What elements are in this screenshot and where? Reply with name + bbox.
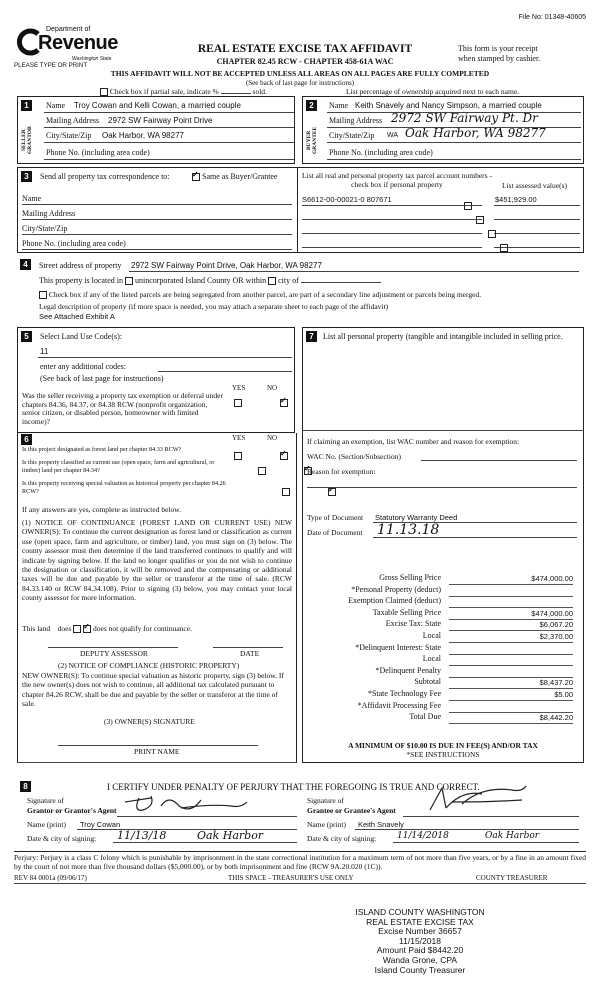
assessed-value[interactable]: $451,929.00	[495, 195, 537, 204]
doc-date-label: Date of Document	[307, 528, 363, 537]
grantee-phone-label: Phone No. (including area code)	[329, 148, 433, 157]
grantee-city[interactable]: Oak Harbor	[485, 831, 540, 841]
same-as-grantee	[192, 172, 278, 181]
grantee-city[interactable]: Oak Harbor, WA 98277	[405, 126, 546, 140]
file-number: File No: 01348-40605	[518, 14, 586, 21]
s3-city-label: City/State/Zip	[22, 224, 68, 233]
section-6	[17, 433, 297, 763]
warning-line: THIS AFFIDAVIT WILL NOT BE ACCEPTED UNLESS ALL AREAS ON ALL PAGES ARE FULLY COMPLETED	[110, 69, 490, 78]
fee-label: *Delinquent Interest: State	[355, 642, 441, 652]
parcel-3-personal-checkbox[interactable]	[488, 230, 496, 238]
list-percentage: List percentage of ownership acquired next to each name.	[346, 87, 520, 96]
parcel-4-personal-checkbox[interactable]	[500, 244, 508, 252]
segregation-checkbox[interactable]	[39, 291, 47, 299]
stamp-line-7: Island County Treasurer	[374, 964, 466, 975]
fee-row	[303, 701, 583, 712]
segregation-row	[39, 290, 584, 299]
dept-state: Washington State	[72, 56, 112, 62]
grantee-signature[interactable]	[422, 780, 532, 816]
legal-description-label: Legal description of property (if more space is needed, you may attach a separate sheet to each page of the affidavit)	[39, 302, 389, 311]
send-label: Send all property tax correspondence to:	[40, 172, 170, 181]
fee-value[interactable]	[449, 702, 573, 713]
section-3	[17, 167, 584, 253]
grantor-name-print-label: Name (print)	[27, 820, 66, 829]
parcel-1-personal-checkbox[interactable]	[464, 202, 472, 210]
exemption-no-checkbox[interactable]	[280, 399, 288, 407]
s5-no-header: NO	[267, 384, 278, 392]
wac-label: WAC No. (Section/Subsection)	[307, 452, 401, 461]
parcel-number[interactable]: S6612-00-00021-0 807671	[302, 195, 392, 204]
grantee-mail-label: Mailing Address	[329, 116, 383, 125]
grantor-section	[17, 96, 295, 164]
grantee-name-print[interactable]: Keith Snavely	[358, 820, 404, 829]
city-checkbox[interactable]	[268, 277, 276, 285]
dept-main: Revenue	[38, 32, 118, 54]
fee-label: *State Technology Fee	[367, 689, 441, 698]
fee-label: *Affidavit Processing Fee	[357, 700, 441, 710]
street-label: Street address of property	[39, 261, 122, 270]
assessed-header: List assessed value(s)	[502, 181, 567, 190]
fee-value[interactable]: $5.00	[449, 690, 573, 701]
sold-label: sold.	[252, 87, 267, 96]
stamp-line-1: ISLAND COUNTY WASHINGTON	[355, 907, 485, 917]
minimum-due: A MINIMUM OF $10.00 IS DUE IN FEE(S) AND/OR TAX	[348, 741, 538, 750]
doc-type-label: Type of Document	[307, 513, 364, 522]
doc-date[interactable]: 11.13.18	[377, 522, 440, 538]
q-forest: Is this project designated as forest land per chapter 84.33 RCW?	[22, 446, 182, 453]
grantor-name-print[interactable]: Troy Cowan	[80, 820, 121, 829]
reason-label: Reason for exemption:	[307, 467, 376, 476]
section-5-number: 5	[21, 331, 32, 342]
fee-value[interactable]: $474,000.00	[449, 609, 573, 620]
section-8-number: 8	[20, 781, 31, 792]
owner-signature-label: (3) OWNER(S) SIGNATURE	[104, 717, 195, 726]
grantor-mail[interactable]: 2972 SW Fairway Point Drive	[108, 116, 213, 125]
grantee-date-label: Date & city of signing:	[307, 834, 377, 843]
fee-label: Subtotal	[414, 677, 441, 687]
land-use-code[interactable]: 11	[40, 347, 49, 356]
grantor-date-label: Date & city of signing:	[27, 834, 97, 843]
grantee-city-label: City/State/Zip	[329, 131, 375, 140]
partial-sale-row	[100, 87, 267, 96]
grantor-city[interactable]: Oak Harbor	[197, 829, 264, 842]
grantor-sig-label-2: Grantor or Grantor's Agent	[27, 806, 117, 815]
stamp-line-2: REAL ESTATE EXCISE TAX	[366, 916, 474, 927]
section-1-number: 1	[21, 100, 32, 111]
see-attached[interactable]: See Attached Exhibit A	[39, 312, 115, 321]
grantor-city-label: City/State/Zip	[46, 131, 92, 140]
deputy-assessor: DEPUTY ASSESSOR	[80, 649, 148, 658]
fee-row	[303, 689, 583, 700]
current-use-yes-checkbox[interactable]	[258, 467, 266, 475]
stamp-line-4: 11/15/2018	[399, 935, 441, 946]
qualify-label: qualify for continuance.	[120, 624, 192, 633]
s5-yes-header: YES	[232, 384, 246, 392]
grantee-date[interactable]: 11/14/2018	[397, 831, 449, 841]
perjury-notice: Perjury: Perjury is a class C felony which is punishable by imprisonment in the state correctional institution for a maximum term of not more than five years, or by a fine in an amount fixed by the court of not more than five thousand dollars ($5,000.00), or by both imprisonment and fine (RCW 9A.20.020 (1C)).	[14, 853, 586, 871]
forest-yes-checkbox[interactable]	[234, 452, 242, 460]
grantor-signature[interactable]	[121, 788, 251, 818]
treasurer-stamp	[330, 908, 510, 975]
does-not-label: does not	[93, 624, 119, 633]
grantee-name-label: Name	[329, 101, 349, 110]
q-historic: Is this property receiving special valuation as historical property per chapter 84.26 RCW?	[22, 480, 226, 495]
grantor-name-label: Name	[46, 101, 66, 110]
city-of-field[interactable]	[301, 282, 381, 283]
exemption-question: Was the seller receiving a property tax exemption or deferral under chapters 84.36, 84.37, or 84.38 RCW (nonprofit organization, senior citizen, or disabled person, homeowner with limited income)?	[22, 391, 223, 426]
fee-row	[303, 654, 583, 665]
section-5	[17, 327, 295, 433]
section-7-number: 7	[306, 331, 317, 342]
fee-row	[303, 596, 583, 607]
section-4	[17, 256, 584, 324]
same-as-grantee-label: Same as Buyer/Grantee	[202, 172, 278, 181]
rev-number: REV 84 0001a (09/06/17)	[14, 874, 87, 882]
location-row	[39, 276, 381, 285]
print-name-label: PRINT NAME	[134, 747, 180, 756]
partial-sale-percent[interactable]	[221, 93, 251, 94]
fee-label: Local	[422, 654, 441, 664]
s3-mail-label: Mailing Address	[22, 209, 76, 218]
fee-value[interactable]	[449, 655, 573, 666]
does-checkbox[interactable]	[73, 625, 81, 633]
grantor-phone-label: Phone No. (including area code)	[46, 148, 150, 157]
fee-value[interactable]: $8,437.20	[449, 678, 573, 689]
see-back-line: (See back of last page for instructions)	[245, 79, 355, 87]
notice-compliance-title: (2) NOTICE OF COMPLIANCE (HISTORIC PROPERTY)	[58, 661, 240, 670]
page-title: REAL ESTATE EXCISE TAX AFFIDAVIT	[197, 43, 413, 55]
if-yes: If any answers are yes, complete as instructed below.	[22, 505, 182, 514]
fee-row	[303, 585, 583, 596]
fee-value[interactable]: $8,442.20	[449, 713, 573, 724]
fee-label: Local	[422, 631, 441, 640]
does-not-checkbox[interactable]	[83, 625, 91, 633]
section-3-number: 3	[21, 171, 32, 182]
fee-label: Taxable Selling Price	[372, 607, 441, 617]
fee-value[interactable]: $474,000.00	[449, 574, 573, 585]
notice-compliance: NEW OWNER(S): To continue special valuation as historic property, sign (3) below. If the new owner(s) does not wish to continue, all additional tax calculated pursuant to chapter 84.26 RCW, shall be due and payable by the seller or transferor at the time of sale.	[22, 671, 284, 709]
personal-property-label: List all personal property (tangible and intangible included in selling price.	[323, 332, 563, 341]
fee-value[interactable]: $2,370.00	[449, 632, 573, 643]
chapter-line: CHAPTER 82.45 RCW - CHAPTER 458-61A WAC	[216, 57, 394, 66]
section-4-number: 4	[20, 259, 31, 270]
parcel-2-personal-checkbox[interactable]	[476, 216, 484, 224]
receipt-line-2: when stamped by cashier.	[458, 54, 541, 63]
stamp-line-3: Excise Number 36657	[378, 926, 462, 937]
forest-no-checkbox[interactable]	[280, 452, 288, 460]
grantor-city[interactable]: Oak Harbor, WA 98277	[102, 131, 184, 140]
fee-value[interactable]	[449, 597, 573, 608]
located-label: This property is located in	[39, 276, 123, 285]
grantor-sig-label-1: Signature of	[27, 796, 64, 805]
fee-row	[303, 631, 583, 642]
grantee-sig-label-2: Grantee or Grantee's Agent	[307, 806, 396, 815]
section-8	[17, 778, 584, 850]
enter-codes-label: enter any additional codes:	[40, 362, 126, 371]
fee-label: Total Due	[409, 712, 441, 722]
claiming-exemption: If claiming an exemption, list WAC number and reason for exemption:	[307, 437, 520, 446]
continuance-row	[22, 624, 192, 633]
please-type: PLEASE TYPE OR PRINT	[14, 62, 88, 69]
s6-yes-header: YES	[232, 434, 246, 442]
section-6-number: 6	[21, 434, 32, 445]
s5-see-back: (See back of last page for instructions)	[40, 374, 164, 383]
parcel-list-header: List all real and personal property tax parcel account numbers - check box if personal property	[302, 171, 492, 189]
does-label: does	[57, 624, 72, 633]
deputy-date: DATE	[240, 649, 260, 658]
city-of-label: city of	[278, 276, 299, 285]
grantor-date[interactable]: 11/13/18	[117, 829, 167, 842]
land-use-label: Select Land Use Code(s):	[40, 332, 122, 341]
notice-continuance: (1) NOTICE OF CONTINUANCE (FOREST LAND OR CURRENT USE) NEW OWNER(S): To continue the current designation as forest land or classification as current use (open space, farm and agriculture, or timber) land, you must sign on (3) below. The county assessor must then determine if the land transferred continues to qualify and will indicate by signing below. If the land no longer qualifies or you do not wish to continue the designation or classification, it will be removed and the compensating or additional taxes will be due and payable by the seller or transferor at the time of sale. (RCW 84.33.140 or RCW 84.34.108). Prior to signing (3) below, you may contact your local county assessor for more information.	[22, 518, 292, 603]
fee-row	[303, 666, 583, 677]
fee-value[interactable]	[449, 667, 573, 678]
doc-type[interactable]: Statutory Warranty Deed	[375, 513, 458, 522]
fee-value[interactable]	[449, 644, 573, 655]
fee-label: *Personal Property (deduct)	[351, 584, 441, 594]
grantor-mail-label: Mailing Address	[46, 116, 100, 125]
receipt-line-1: This form is your receipt	[458, 44, 538, 53]
segregation-label: Check box if any of the listed parcels are being segregated from another parcel, are part of a secondary line adjustment or parcels being merged.	[48, 290, 482, 299]
historic-yes-checkbox[interactable]	[282, 488, 290, 496]
section-7	[302, 327, 584, 763]
unincorporated-checkbox[interactable]	[125, 277, 133, 285]
s6-no-header: NO	[267, 434, 278, 442]
partial-sale-label: Check box if partial sale, indicate %	[109, 87, 219, 96]
fee-value[interactable]	[449, 586, 573, 597]
county-treasurer: COUNTY TREASURER	[476, 874, 548, 882]
fee-label: *Delinquent Penalty	[375, 665, 441, 675]
grantee-sig-label-1: Signature of	[307, 796, 344, 805]
grantee-section	[302, 96, 584, 164]
dept-top: Department of	[46, 26, 91, 33]
s3-phone-label: Phone No. (including area code)	[22, 239, 126, 248]
see-instructions: *SEE INSTRUCTIONS	[406, 750, 480, 759]
fee-row	[303, 608, 583, 619]
fee-label: Exemption Claimed (deduct)	[348, 596, 441, 606]
street-address[interactable]: 2972 SW Fairway Point Drive, Oak Harbor, WA 98277	[131, 261, 322, 270]
grantee-name-print-label: Name (print)	[307, 820, 346, 829]
grantee-city-state: WA	[387, 132, 399, 139]
fee-row	[303, 643, 583, 654]
revenue-logo	[14, 26, 124, 66]
fee-row	[303, 573, 583, 584]
grantee-side-label: BUYER GRANTEE	[306, 126, 318, 154]
fee-label: Excise Tax: State	[385, 619, 441, 629]
treasurer-use: THIS SPACE - TREASURER'S USE ONLY	[228, 874, 354, 882]
exemption-yes-checkbox[interactable]	[234, 399, 242, 407]
fee-label: Gross Selling Price	[379, 573, 441, 582]
section-2-number: 2	[306, 100, 317, 111]
q-current-use: Is this property classified as current use (open space, farm and agricultural, or timber) land per chapter 84.34?	[22, 459, 215, 474]
certify-statement: I CERTIFY UNDER PENALTY OF PERJURY THAT THE FOREGOING IS TRUE AND CORRECT.	[107, 782, 480, 792]
fee-row	[303, 677, 583, 688]
s3-name-label: Name	[22, 194, 42, 203]
unincorporated-label: unincorporated Island County OR within	[134, 276, 267, 285]
grantor-side-label: SELLER GRANTOR	[21, 126, 33, 155]
fee-row	[303, 712, 583, 723]
grantee-mail[interactable]: 2972 SW Fairway Pt. Dr	[391, 111, 538, 125]
this-land-label: This land	[22, 624, 51, 633]
same-as-grantee-checkbox[interactable]	[192, 173, 200, 181]
grantor-name[interactable]: Troy Cowan and Kelli Cowan, a married couple	[74, 101, 241, 110]
stamp-line-6: Wanda Grone, CPA	[382, 954, 458, 965]
fee-value[interactable]: $6,067.20	[449, 620, 573, 631]
stamp-line-5: Amount Paid $8442.20	[376, 945, 464, 956]
grantee-name[interactable]: Keith Snavely and Nancy Simpson, a married couple	[355, 101, 542, 110]
fee-row	[303, 619, 583, 630]
